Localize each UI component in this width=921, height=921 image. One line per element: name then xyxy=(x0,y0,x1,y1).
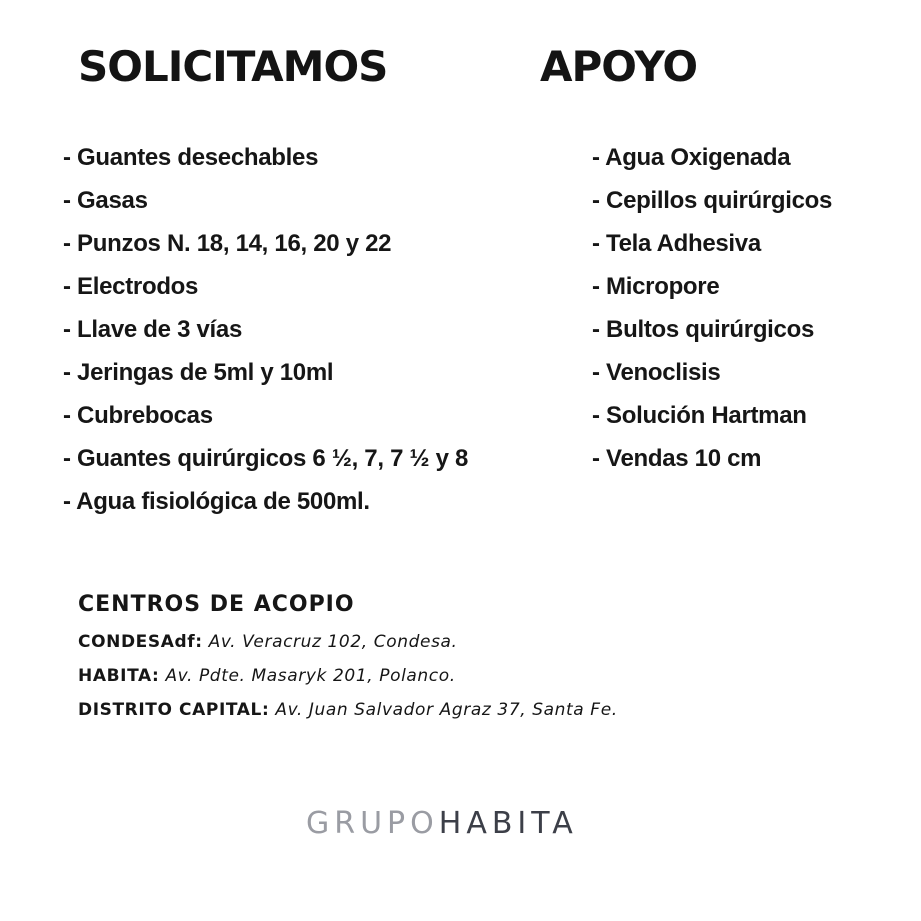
supplies-list-right xyxy=(592,143,832,487)
centro-distrito-capital xyxy=(78,698,618,732)
centro-name: DISTRITO CAPITAL: xyxy=(78,700,270,720)
centro-name: HABITA: xyxy=(78,666,160,686)
logo-part-grupo: GRUPO xyxy=(306,806,439,841)
supply-item: - Vendas 10 cm xyxy=(592,445,762,472)
supply-item: - Llave de 3 vías xyxy=(63,316,243,343)
supply-item: - Electrodos xyxy=(63,273,199,300)
supply-item: - Guantes quirúrgicos 6 ½, 7, 7 ½ y 8 xyxy=(63,445,469,472)
headline xyxy=(78,42,778,102)
supply-item: - Agua Oxigenada xyxy=(592,144,791,171)
supply-item: - Gasas xyxy=(63,187,148,214)
headline-word-solicitamos: SOLICITAMOS xyxy=(78,42,388,91)
grupo-habita-logo xyxy=(306,806,578,841)
logo-part-habita: HABITA xyxy=(438,806,578,841)
centro-condesa xyxy=(78,630,618,664)
centros-title: CENTROS DE ACOPIO xyxy=(78,592,355,617)
supply-item: - Agua fisiológica de 500ml. xyxy=(63,488,370,515)
centro-name: CONDESAdf: xyxy=(78,632,203,652)
supply-item: - Bultos quirúrgicos xyxy=(592,316,815,343)
centro-address: Av. Juan Salvador Agraz 37, Santa Fe. xyxy=(275,700,618,720)
supplies-list-left xyxy=(63,143,468,530)
supply-item: - Cepillos quirúrgicos xyxy=(592,187,833,214)
supply-item: - Solución Hartman xyxy=(592,402,807,429)
headline-word-apoyo: APOYO xyxy=(540,42,698,91)
centro-address: Av. Pdte. Masaryk 201, Polanco. xyxy=(165,666,456,686)
supply-item: - Tela Adhesiva xyxy=(592,230,761,257)
centro-habita xyxy=(78,664,618,698)
supply-item: - Punzos N. 18, 14, 16, 20 y 22 xyxy=(63,230,392,257)
supply-item: - Guantes desechables xyxy=(63,144,319,171)
supply-item: - Jeringas de 5ml y 10ml xyxy=(63,359,334,386)
centros-de-acopio-section xyxy=(78,590,618,732)
centro-address: Av. Veracruz 102, Condesa. xyxy=(208,632,458,652)
supply-item: - Venoclisis xyxy=(592,359,721,386)
supply-item: - Micropore xyxy=(592,273,720,300)
supply-item: - Cubrebocas xyxy=(63,402,213,429)
